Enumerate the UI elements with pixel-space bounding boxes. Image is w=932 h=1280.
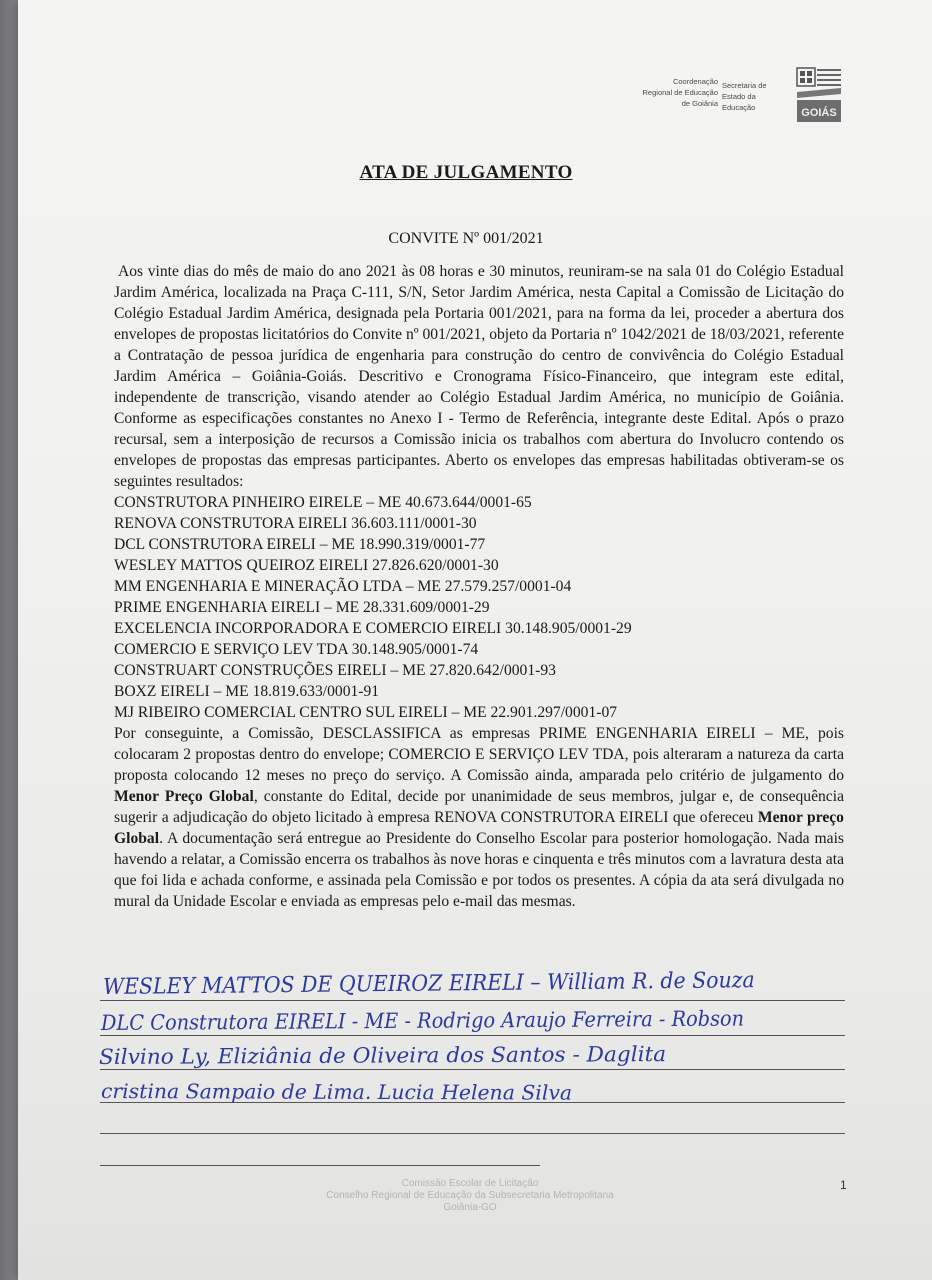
letterhead bbox=[620, 66, 845, 126]
svg-text:GOIÁS: GOIÁS bbox=[801, 107, 837, 119]
companies-list bbox=[114, 492, 844, 723]
list-item: EXCELENCIA INCORPORADORA E COMERCIO EIRELI 30.148.905/0001-29 bbox=[114, 620, 632, 637]
signature-line bbox=[100, 1165, 540, 1166]
list-item: RENOVA CONSTRUTORA EIRELI 36.603.111/0001-30 bbox=[114, 515, 477, 532]
signature-area bbox=[95, 965, 855, 1165]
coordenacao-label: Coordenação Regional de Educação de Goiânia bbox=[642, 77, 718, 108]
list-item: CONSTRUART CONSTRUÇÕES EIRELI – ME 27.820.642/0001-93 bbox=[114, 662, 556, 679]
opening-paragraph: Aos vinte dias do mês de maio do ano 2021 às 08 horas e 30 minutos, reuniram-se na sala 01 do Colégio Estadual Jardim América, localizada na Praça C-111, S/N, Setor Jardim América, nesta Capital a Comissão de Licitação do Colégio Estadual Jardim América, designada pela Portaria 001/2021, para na forma da lei, proceder a abertura dos envelopes de propostas licitatórios do Convite nº 001/2021, objeto da Portaria nº 1042/2021 de 18/03/2021, referente a Contratação de pessoa jurídica de engenharia para construção do centro de convivência do Colégio Estadual Jardim América – Goiânia-Goiás. Descritivo e Cronograma Físico-Financeiro, que integram este edital, independente de transcrição, visando atender ao Colégio Estadual Jardim América, no município de Goiânia. Conforme as especificações constantes no Anexo I - Termo de Referência, integrante deste Edital. Após o prazo recursal, sem a interposição de recursos a Comissão inicia os trabalhos com abertura do Involucro contendo os envelopes de propostas das empresas participantes. Aberto os envelopes das empresas habilitadas obtiveram-se os seguintes resultados: bbox=[114, 263, 844, 490]
convite-number: CONVITE Nº 001/2021 bbox=[388, 230, 544, 247]
handwritten-signature: DLC Construtora EIRELI - ME - Rodrigo Araujo Ferreira - Robson bbox=[100, 1006, 745, 1035]
decision-paragraph: Por conseguinte, a Comissão, DESCLASSIFICA as empresas PRIME ENGENHARIA EIRELI – ME, pois colocaram 2 propostas dentro do envelope; COMERCIO E SERVIÇO LEV TDA, pois alteraram a natureza da carta proposta colocando 12 meses no preço do serviço. A Comissão ainda, amparada pelo critério de julgamento do Menor Preço Global, constante do Edital, decide por unanimidade de seus membros, julgar e, de consequência sugerir a adjudicação do objeto licitado à empresa RENOVA CONSTRUTORA EIRELI que ofereceu Menor preço Global. A documentação será entregue ao Presidente do Conselho Escolar para posterior homologação. Nada mais havendo a relatar, a Comissão encerra os trabalhos às nove horas e cinquenta e três minutos com a lavratura desta ata que foi lida e achada conforme, e assinada pela Comissão e por todos os presentes. A cópia da ata será divulgada no mural da Unidade Escolar e enviada as empresas pelo e-mail das mesmas. bbox=[114, 725, 844, 910]
list-item: WESLEY MATTOS QUEIROZ EIRELI 27.826.620/0001-30 bbox=[114, 557, 499, 574]
goias-logo-icon bbox=[795, 66, 843, 126]
signature-line bbox=[100, 1069, 845, 1070]
list-item: DCL CONSTRUTORA EIRELI – ME 18.990.319/0001-77 bbox=[114, 536, 486, 553]
list-item: PRIME ENGENHARIA EIRELI – ME 28.331.609/0001-29 bbox=[114, 599, 490, 616]
signature-line bbox=[100, 1133, 845, 1134]
page-number: 1 bbox=[840, 1178, 847, 1192]
list-item: COMERCIO E SERVIÇO LEV TDA 30.148.905/0001-74 bbox=[114, 641, 479, 658]
list-item: MM ENGENHARIA E MINERAÇÃO LTDA – ME 27.579.257/0001-04 bbox=[114, 578, 572, 595]
handwritten-signature: cristina Sampaio de Lima. Lucia Helena Silva bbox=[100, 1079, 573, 1105]
signature-line bbox=[100, 1035, 845, 1036]
list-item: MJ RIBEIRO COMERCIAL CENTRO SUL EIRELI – ME 22.901.297/0001-07 bbox=[114, 704, 618, 721]
list-item: BOXZ EIRELI – ME 18.819.633/0001-91 bbox=[114, 683, 380, 700]
list-item: CONSTRUTORA PINHEIRO EIRELE – ME 40.673.644/0001-65 bbox=[114, 494, 532, 511]
faded-stamp: Comissão Escolar de Licitação Conselho Regional de Educação da Subsecretaria Metropolitana Goiânia-GO bbox=[326, 1178, 614, 1213]
signature-line bbox=[100, 1000, 845, 1001]
handwritten-signature: Silvino Ly, Eliziânia de Oliveira dos Santos - Daglita bbox=[98, 1042, 667, 1069]
secretaria-label: Secretaria de Estado da Educação bbox=[722, 81, 767, 112]
document-body bbox=[114, 261, 844, 912]
handwritten-signature: WESLEY MATTOS DE QUEIROZ EIRELI – William R. de Souza bbox=[102, 968, 755, 1000]
page-title: ATA DE JULGAMENTO bbox=[359, 162, 573, 183]
